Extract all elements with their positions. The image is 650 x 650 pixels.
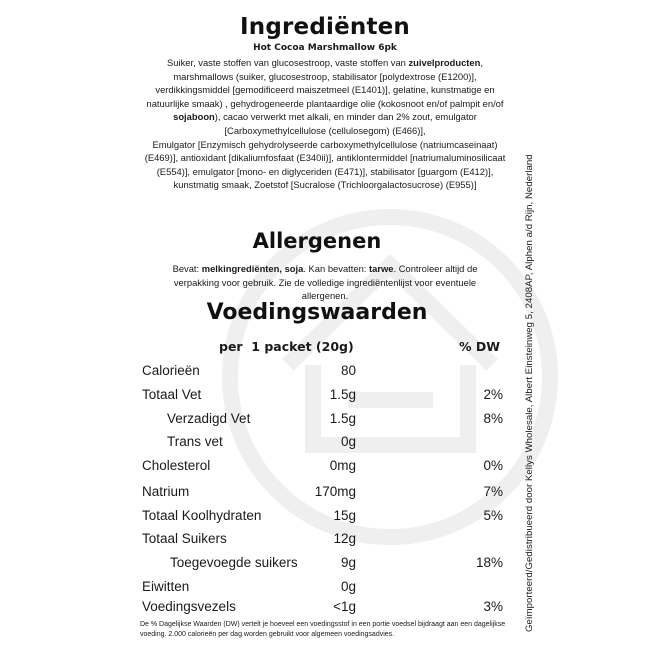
nutrient-label: Totaal Vet [142,387,202,402]
nutrient-amount: 12g [333,531,356,546]
nutrient-amount: 0mg [329,458,356,473]
nutrition-title: Voedingswaarden [206,300,428,325]
nutrient-amount: 0g [340,434,356,449]
nutrient-amount: 15g [333,508,356,523]
nutrient-label: Totaal Koolhydraten [142,508,262,523]
ingredients-title: Ingrediënten [239,14,411,40]
ingredients-text-part-3: ), cacao verwerkt met alkali, en minder dan 2% zout, emulgator [Carboxymethylcellulose (cellulosegom) (E466)], [214,111,477,136]
nutrient-dv: 2% [483,387,503,402]
nutrient-label: Eiwitten [142,579,190,594]
nutrient-amount: 1.5g [329,411,356,426]
nutrient-label: Totaal Suikers [142,531,227,546]
nutrition-row-fiber [0,599,650,621]
allergens-title: Allergenen [252,229,382,253]
nutrition-row-trans-fat [0,434,650,456]
nutrition-row-saturated-fat [0,411,650,433]
nutrient-dv: 3% [483,599,503,614]
nutrient-label: Verzadigd Vet [167,411,251,426]
allergens-may-contain-suffix: . [393,263,397,274]
nutrition-row-protein [0,579,650,601]
product-name: Hot Cocoa Marshmallow 6pk [253,43,397,53]
ingredients-text-part-1: Suiker, vaste stoffen van glucosestroop, vaste stoffen van [167,57,409,68]
nutrient-amount: 0g [340,579,356,594]
nutrition-row-cholesterol [0,458,650,480]
allergens-may-contain-prefix: . Kan bevatten: [303,263,370,274]
daily-value-footnote: De % Dagelijkse Waarden (DW) vertelt je hoeveel een voedingsstof in een portie voedsel bijdraagt aan een dagelijkse voeding. 2.000 calorieën per dag worden gebruikt voor algemeen voedingsadvies. [140,621,506,638]
nutrient-label: Trans vet [167,434,223,449]
daily-value-header: % DW [459,339,501,354]
nutrition-row-added-sugars [0,555,650,577]
nutrient-label: Natrium [142,484,190,499]
nutrition-row-total-carbs [0,508,650,530]
nutrient-dv: 5% [483,508,503,523]
nutrient-amount: 9g [340,555,356,570]
serving-size-header: per 1 packet (20g) [219,339,354,354]
nutrient-amount: 80 [340,363,356,378]
nutrient-amount: 170mg [314,484,356,499]
nutrient-label: Calorieën [142,363,200,378]
ingredients-text-part-2: , marshmallows (suiker, glucosestroop, stabilisator [polydextrose (E1200)], verdikkingsmiddel [gemodificeerd maiszetmeel (E1401)], gelatine, kunstmatige en natuurlijke smaak) , gehydrogeneerde plantaardige olie (kokosnoot en/of palmpit en/of [146,57,504,109]
nutrient-amount: <1g [333,599,356,614]
nutrient-label: Cholesterol [142,458,211,473]
nutrient-dv: 8% [483,411,503,426]
allergens-contains-prefix: Bevat: [172,263,202,274]
nutrient-label: Toegevoegde suikers [170,555,298,570]
nutrient-dv: 0% [483,458,503,473]
nutrition-row-total-sugars [0,531,650,553]
nutrition-row-sodium [0,484,650,506]
importer-text: Geïmporteerd/Gedistribueerd door Kellys Wholesale, Albert Einsteinweg 5, 2408AP, Alphen a/d Rijn, Nederland [524,154,535,632]
nutrient-amount: 1.5g [329,387,356,402]
nutrition-row-total-fat [0,387,650,409]
nutrient-label: Voedingsvezels [142,599,236,614]
ingredients-bold-soy: sojaboon [173,111,215,123]
ingredients-text [138,56,512,192]
ingredients-text-part-4: Emulgator [Enzymisch gehydrolyseerde carboxymethylcellulose (natriumcaseinaat)(E469)], antioxidant [dikaliumfosfaat (E340ii)], antiklontermiddel [natriumaluminosilicaat (E554)], emulgator [mono- en diglyceriden (E471)], stabilisator [guargom (E412)], kunstmatig smaak, Zoetstof [Sucralose (Trichloorgalactosucrose) (E955)] [144,138,506,191]
allergens-note: Controleer altijd de verpakking voor gebruik. Zie de volledige ingrediëntenlijst voor eventuele allergenen. [173,263,478,302]
nutrition-row-calories [0,363,650,385]
allergens-contains: melkingrediënten, soja [201,263,304,274]
allergens-text [170,262,480,303]
ingredients-bold-dairy: zuivelproducten [408,57,481,68]
nutrient-dv: 7% [483,484,503,499]
allergens-may-contain: tarwe [369,263,394,274]
nutrient-dv: 18% [475,555,503,570]
